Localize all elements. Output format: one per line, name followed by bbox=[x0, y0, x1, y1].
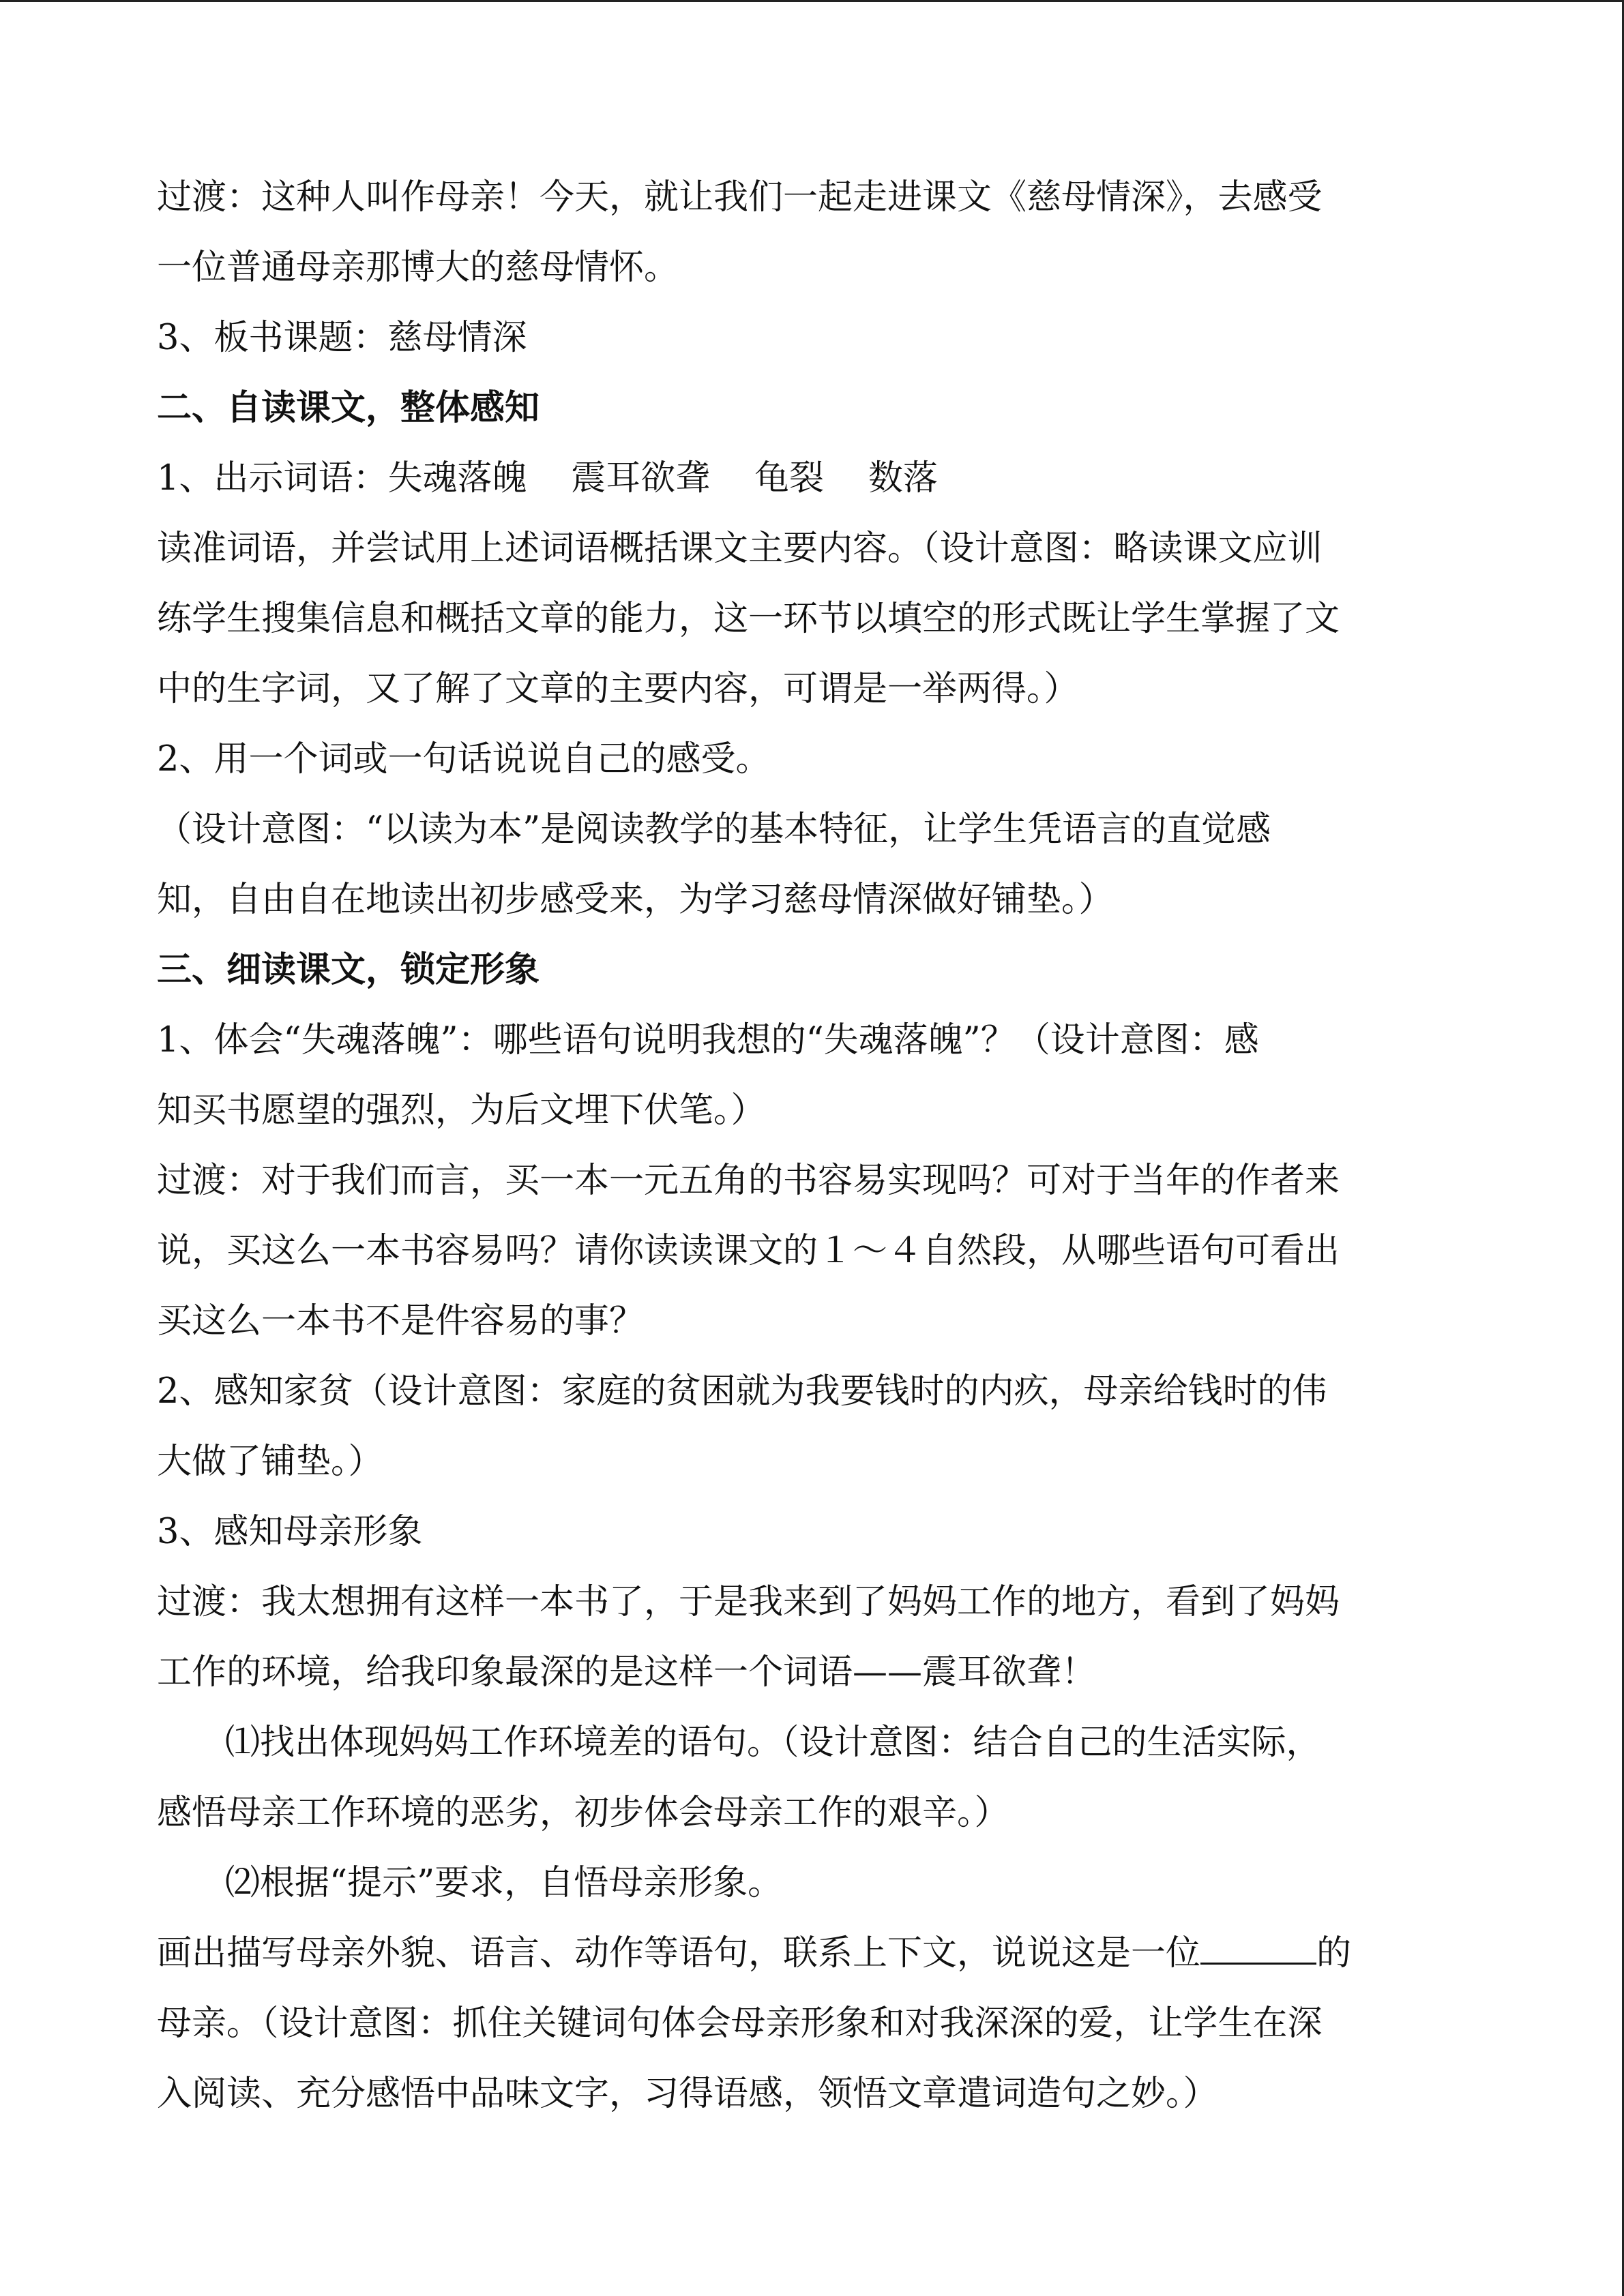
text-line: （设计意图：“以读为本”是阅读教学的基本特征，让学生凭语言的直觉感 bbox=[157, 809, 1271, 850]
text-line: 过渡：这种人叫作母亲！今天，就让我们一起走进课文《慈母情深》，去感受 bbox=[157, 177, 1323, 218]
text-line-indented: ⑵根据“提示”要求，自悟母亲形象。 bbox=[225, 1863, 783, 1903]
text-line: 工作的环境，给我印象最深的是这样一个词语——震耳欲聋！ bbox=[157, 1652, 1097, 1693]
text-line: 读准词语，并尝试用上述词语概括课文主要内容。（设计意图：略读课文应训 bbox=[157, 528, 1323, 569]
text-line: 练学生搜集信息和概括文章的能力，这一环节以填空的形式既让学生掌握了文 bbox=[157, 599, 1340, 639]
text-line-indented: ⑴找出体现妈妈工作环境差的语句。（设计意图：结合自己的生活实际， bbox=[225, 1723, 1321, 1763]
text-line: 过渡：对于我们而言，买一本一元五角的书容易实现吗？可对于当年的作者来 bbox=[157, 1161, 1340, 1201]
text-line: 3、感知母亲形象 bbox=[157, 1512, 423, 1552]
text-line: 1、体会“失魂落魄”：哪些语句说明我想的“失魂落魄”？（设计意图：感 bbox=[157, 1020, 1259, 1060]
text-line: 中的生字词，又了解了文章的主要内容，可谓是一举两得。） bbox=[157, 669, 1079, 709]
fill-in-blank-line bbox=[157, 1918, 1466, 1988]
text-line: 1、出示词语：失魂落魄 震耳欲聋 龟裂 数落 bbox=[157, 458, 938, 498]
text-line: 入阅读、充分感悟中品味文字，习得语感，领悟文章遣词造句之妙。） bbox=[157, 2074, 1218, 2114]
text-line: 买这么一本书不是件容易的事？ bbox=[157, 1301, 645, 1341]
text-line: 大做了铺垫。） bbox=[157, 1442, 383, 1482]
text-line: 知，自由自在地读出初步感受来，为学习慈母情深做好铺垫。） bbox=[157, 880, 1114, 920]
text-line: 知买书愿望的强烈，为后文埋下伏笔。） bbox=[157, 1090, 766, 1131]
text-line: 说，买这么一本书容易吗？请你读读课文的１～４自然段，从哪些语句可看出 bbox=[157, 1231, 1340, 1271]
blank-line-after: 的 bbox=[1316, 1933, 1352, 1973]
text-line: 一位普通母亲那博大的慈母情怀。 bbox=[157, 248, 679, 288]
section-heading: 二、自读课文，整体感知 bbox=[157, 388, 540, 428]
text-line: 2、感知家贫（设计意图：家庭的贫困就为我要钱时的内疚，母亲给钱时的伟 bbox=[157, 1371, 1327, 1412]
text-line: 2、用一个词或一句话说说自己的感受。 bbox=[157, 739, 771, 779]
text-line: 感悟母亲工作环境的恶劣，初步体会母亲工作的艰辛。） bbox=[157, 1793, 1009, 1833]
text-line: 母亲。（设计意图：抓住关键词句体会母亲形象和对我深深的爱，让学生在深 bbox=[157, 2003, 1323, 2044]
page-border-top bbox=[0, 0, 1624, 2]
blank-line-before: 画出描写母亲外貌、语言、动作等语句，联系上下文，说说这是一位 bbox=[157, 1933, 1201, 1973]
document-body bbox=[157, 162, 1466, 2129]
fill-blank bbox=[1200, 1935, 1316, 1965]
section-heading: 三、细读课文，锁定形象 bbox=[157, 950, 540, 990]
text-line: 过渡：我太想拥有这样一本书了，于是我来到了妈妈工作的地方，看到了妈妈 bbox=[157, 1582, 1340, 1622]
text-line: 3、板书课题：慈母情深 bbox=[157, 318, 527, 358]
